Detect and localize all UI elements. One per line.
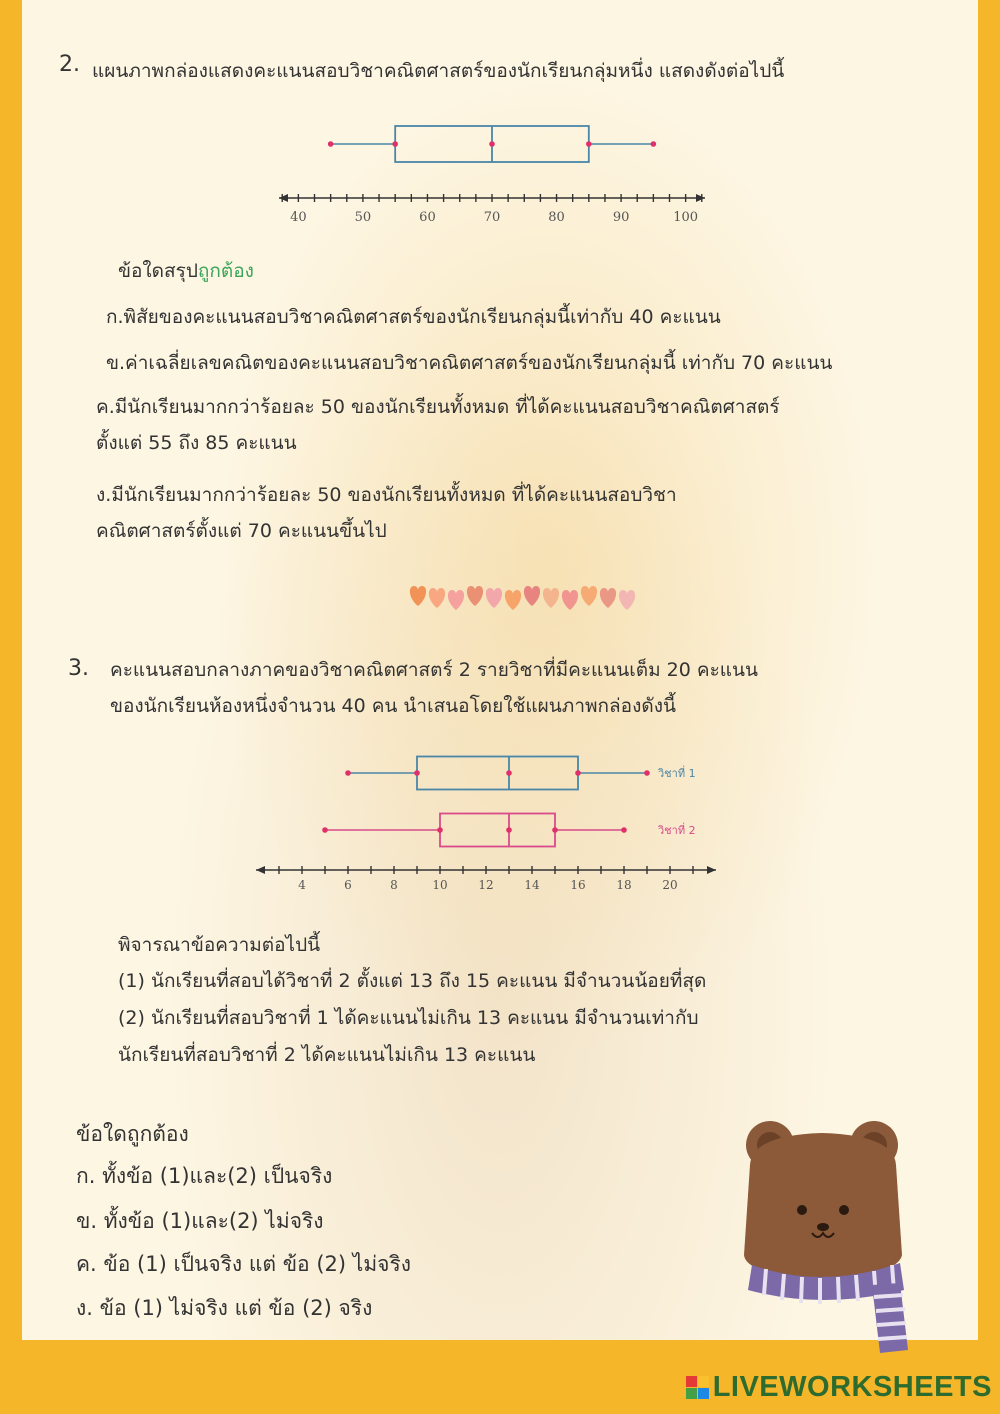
heart-icon	[543, 588, 559, 608]
point-q1	[414, 770, 420, 776]
q3-consider: พิจารณาข้อความต่อไปนี้	[118, 934, 321, 956]
tick-label: 16	[570, 878, 586, 892]
axis-arrow-left	[279, 194, 288, 202]
axis-arrow-right	[707, 866, 716, 874]
q2-question	[118, 256, 254, 286]
tick-label: 80	[548, 210, 565, 225]
q3-prompt-line2: ของนักเรียนห้องหนึ่งจำนวน 40 คน นำเสนอโดยใช้แผนภาพกล่องดังนี้	[110, 695, 676, 717]
q3-number: 3.	[68, 656, 89, 681]
point-min	[328, 141, 334, 147]
q3-choice-b[interactable]: ข. ทั้งข้อ (1)และ(2) ไม่จริง	[76, 1209, 324, 1233]
tick-label: 50	[354, 210, 372, 225]
heart-icon	[562, 590, 578, 610]
heart-icon	[429, 588, 445, 608]
worksheet-page	[22, 0, 978, 1340]
point-q3	[552, 827, 558, 833]
boxplot-series-1	[328, 126, 656, 162]
tick-label: 18	[616, 878, 632, 892]
q3-statement-1: (1) นักเรียนที่สอบได้วิชาที่ 2 ตั้งแต่ 13 ถึง 15 คะแนน มีจำนวนน้อยที่สุด	[118, 970, 707, 992]
q3-statement-2: (2) นักเรียนที่สอบวิชาที่ 1 ได้คะแนนไม่เกิน 13 คะแนน มีจำนวนเท่ากับ	[118, 1007, 699, 1029]
point-median	[506, 827, 512, 833]
q2-option-a[interactable]: ก.พิสัยของคะแนนสอบวิชาคณิตศาสตร์ของนักเรียนกลุ่มนี้เท่ากับ 40 คะแนน	[106, 306, 721, 328]
q2-question-prefix: ข้อใดสรุป	[118, 260, 198, 282]
q2-option-c[interactable]: ค.มีนักเรียนมากกว่าร้อยละ 50 ของนักเรียนทั้งหมด ที่ได้คะแนนสอบวิชาคณิตศาสตร์	[96, 396, 780, 418]
tick-label: 10	[432, 878, 448, 892]
q2-option-d-cont: คณิตศาสตร์ตั้งแต่ 70 คะแนนขึ้นไป	[96, 520, 387, 542]
tick-label: 14	[524, 878, 540, 892]
heart-icon	[486, 588, 502, 608]
tick-label: 40	[290, 210, 307, 225]
q2-question-highlight: ถูกต้อง	[197, 260, 254, 282]
q3-statement-2-cont: นักเรียนที่สอบวิชาที่ 2 ได้คะแนนไม่เกิน 13 คะแนน	[118, 1044, 536, 1066]
series-label: วิชาที่ 1	[658, 767, 696, 780]
tick-label: 90	[612, 210, 630, 225]
point-max	[621, 827, 627, 833]
q3-choice-a[interactable]: ก. ทั้งข้อ (1)และ(2) เป็นจริง	[76, 1164, 333, 1188]
q2-option-b[interactable]: ข.ค่าเฉลี่ยเลขคณิตของคะแนนสอบวิชาคณิตศาสตร์ของนักเรียนกลุ่มนี้ เท่ากับ 70 คะแนน	[106, 352, 833, 374]
tick-label: 6	[344, 878, 352, 892]
hearts-divider	[400, 578, 640, 614]
axis-arrow-left	[256, 866, 265, 874]
heart-icon	[619, 590, 635, 610]
point-max	[644, 770, 650, 776]
tick-label: 8	[390, 878, 398, 892]
brand-text: LIVEWORKSHEETS	[712, 1371, 992, 1403]
box-iqr	[417, 757, 578, 790]
point-min	[345, 770, 351, 776]
heart-icon	[600, 588, 616, 608]
point-median	[489, 141, 495, 147]
q2-option-d[interactable]: ง.มีนักเรียนมากกว่าร้อยละ 50 ของนักเรียนทั้งหมด ที่ได้คะแนนสอบวิชา	[96, 484, 677, 506]
boxplot-series-2	[322, 814, 695, 847]
q3-choice-c[interactable]: ค. ข้อ (1) เป็นจริง แต่ ข้อ (2) ไม่จริง	[76, 1252, 411, 1276]
tick-label: 100	[673, 210, 699, 225]
point-q3	[575, 770, 581, 776]
q2-option-c-cont: ตั้งแต่ 55 ถึง 85 คะแนน	[96, 432, 297, 454]
q2-number: 2.	[59, 52, 80, 77]
point-q3	[586, 141, 592, 147]
liveworksheets-logo-icon	[686, 1376, 709, 1399]
axis-arrow-right	[696, 194, 705, 202]
tick-label: 4	[298, 878, 306, 892]
liveworksheets-brand	[686, 1371, 992, 1404]
bear-illustration	[722, 1115, 932, 1355]
heart-icon	[467, 586, 483, 606]
q2-prompt: แผนภาพกล่องแสดงคะแนนสอบวิชาคณิตศาสตร์ของนักเรียนกลุ่มหนึ่ง แสดงดังต่อไปนี้	[92, 60, 785, 82]
q3-boxplot-chart	[222, 740, 722, 900]
heart-icon	[581, 586, 597, 606]
series-label: วิชาที่ 2	[658, 824, 696, 837]
tick-label: 60	[419, 210, 436, 225]
heart-icon	[410, 586, 426, 606]
point-q1	[437, 827, 443, 833]
q2-boxplot-chart	[247, 110, 717, 235]
heart-icon	[505, 590, 521, 610]
q3-question: ข้อใดถูกต้อง	[76, 1122, 189, 1146]
heart-icon	[524, 586, 540, 606]
boxplot-series-1	[345, 757, 695, 790]
q3-choice-d[interactable]: ง. ข้อ (1) ไม่จริง แต่ ข้อ (2) จริง	[76, 1296, 373, 1320]
q3-prompt-line1: คะแนนสอบกลางภาคของวิชาคณิตศาสตร์ 2 รายวิชาที่มีคะแนนเต็ม 20 คะแนน	[110, 659, 759, 681]
tick-label: 20	[662, 878, 678, 892]
tick-label: 12	[478, 878, 494, 892]
box-iqr	[440, 814, 555, 847]
heart-icon	[448, 590, 464, 610]
point-min	[322, 827, 328, 833]
point-q1	[392, 141, 398, 147]
point-median	[506, 770, 512, 776]
tick-label: 70	[483, 210, 501, 225]
point-max	[651, 141, 657, 147]
